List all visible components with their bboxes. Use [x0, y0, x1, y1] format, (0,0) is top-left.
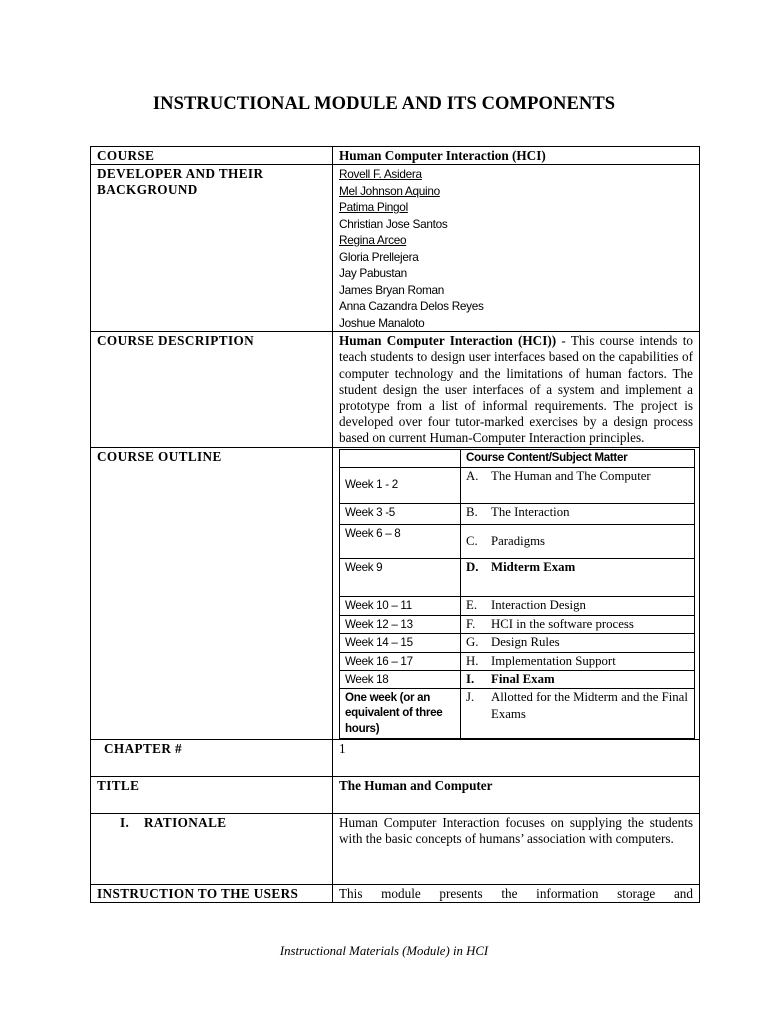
chapter-title-value: The Human and Computer [333, 776, 700, 813]
course-description [333, 332, 700, 447]
outline-week: Week 1 - 2 [340, 467, 461, 503]
outline-letter: I. [466, 671, 475, 686]
developer-name: Jay Pabustan [339, 266, 407, 281]
developer-name: James Bryan Roman [339, 282, 445, 297]
outline-cell [333, 447, 700, 739]
outline-row-item [340, 670, 695, 688]
outline-header: Course Content/Subject Matter [461, 449, 695, 467]
outline-row-item [340, 652, 695, 670]
instruction-text: This module presents the information storage and [333, 884, 700, 902]
outline-topic-text: HCI in the software process [491, 616, 634, 631]
instruction-row [91, 884, 700, 902]
rationale-text: Human Computer Interaction focuses on supplying the students with the basic concepts of humans’ association with computers. [333, 813, 700, 884]
description-row [91, 332, 700, 447]
developer-name: Christian Jose Santos [339, 216, 448, 231]
outline-topic [461, 652, 695, 670]
outline-topic-text: The Interaction [491, 504, 570, 519]
outline-topic-text: Design Rules [491, 634, 560, 649]
outline-topic [461, 503, 695, 524]
outline-week: Week 3 -5 [340, 503, 461, 524]
outline-topic [461, 596, 695, 615]
outline-letter: G. [466, 634, 479, 649]
chapter-value: 1 [333, 739, 700, 776]
developer-name: Patima Pingol [339, 200, 408, 215]
outline-topic [461, 633, 695, 652]
chapter-title-label: TITLE [91, 776, 333, 813]
developer-name: Rovell F. Asidera [339, 167, 422, 182]
rationale-label-text: RATIONALE [144, 814, 227, 830]
outline-row-item [340, 615, 695, 633]
outline-table [339, 449, 695, 739]
rationale-row [91, 813, 700, 884]
outline-letter: E. [466, 597, 478, 612]
outline-topic-text: The Human and The Computer [491, 468, 651, 483]
outline-row-item [340, 633, 695, 652]
outline-topic [461, 467, 695, 503]
outline-week: One week (or an equivalent of three hours) [340, 688, 461, 738]
outline-row-item [340, 503, 695, 524]
developers-label: DEVELOPER AND THEIR BACKGROUND [91, 165, 333, 332]
page-title: INSTRUCTIONAL MODULE AND ITS COMPONENTS [152, 94, 616, 114]
course-label: COURSE [91, 147, 333, 165]
outline-week: Week 18 [340, 670, 461, 688]
outline-letter: F. [466, 616, 476, 631]
rationale-numeral: I. [120, 814, 130, 830]
developers-list [333, 165, 700, 332]
page-footer: Instructional Materials (Module) in HCI [279, 944, 489, 958]
chapter-label: CHAPTER # [91, 739, 333, 776]
outline-header-blank [340, 449, 461, 467]
rationale-label [91, 813, 333, 884]
outline-letter: D. [466, 559, 479, 574]
course-row [91, 147, 700, 165]
outline-topic [461, 670, 695, 688]
developer-name: Joshue Manaloto [339, 315, 425, 330]
outline-letter: B. [466, 504, 478, 519]
outline-topic-text: Paradigms [491, 533, 546, 548]
description-lead: Human Computer Interaction (HCI)) [339, 333, 557, 349]
outline-letter: C. [466, 533, 478, 548]
outline-letter: H. [466, 653, 479, 668]
developer-name: Mel Johnson Aquino [339, 183, 440, 198]
outline-row-item [340, 467, 695, 503]
outline-week: Week 10 – 11 [340, 596, 461, 615]
developers-row [91, 165, 700, 332]
outline-row-item [340, 558, 695, 596]
outline-letter: A. [466, 468, 479, 483]
outline-row-item [340, 688, 695, 738]
developer-name: Gloria Prellejera [339, 249, 419, 264]
outline-topic [461, 524, 695, 558]
description-label: COURSE DESCRIPTION [91, 332, 333, 447]
outline-topic-text: Interaction Design [491, 597, 586, 612]
outline-row-item [340, 524, 695, 558]
developer-name: Regina Arceo [339, 233, 407, 248]
outline-week: Week 6 – 8 [340, 524, 461, 558]
outline-week: Week 14 – 15 [340, 633, 461, 652]
title-row [91, 776, 700, 813]
outline-topic-text: Allotted for the Midterm and the Final Exams [491, 689, 688, 721]
outline-row-item [340, 596, 695, 615]
module-table [90, 146, 700, 903]
developer-name: Anna Cazandra Delos Reyes [339, 299, 484, 314]
outline-topic [461, 688, 695, 738]
outline-letter: J. [466, 689, 475, 704]
description-text: - This course intends to teach students to design user interfaces based on the capabilities of computer technology and the limitations of human factors. The student design the user interfaces of a system and implement a prototype from a list of informal requirements. The project is developed over four tutor-marked exercises by a design process based on current Human-Computer Interaction principles. [339, 333, 693, 446]
outline-topic [461, 558, 695, 596]
outline-topic-text: Midterm Exam [491, 559, 576, 574]
chapter-row [91, 739, 700, 776]
instruction-label: INSTRUCTION TO THE USERS [91, 884, 333, 902]
outline-week: Week 12 – 13 [340, 615, 461, 633]
outline-label: COURSE OUTLINE [91, 447, 333, 739]
outline-topic [461, 615, 695, 633]
outline-week: Week 9 [340, 558, 461, 596]
outline-row [91, 447, 700, 739]
outline-topic-text: Final Exam [491, 671, 555, 686]
outline-topic-text: Implementation Support [491, 653, 616, 668]
course-value: Human Computer Interaction (HCI) [333, 147, 700, 165]
outline-week: Week 16 – 17 [340, 652, 461, 670]
